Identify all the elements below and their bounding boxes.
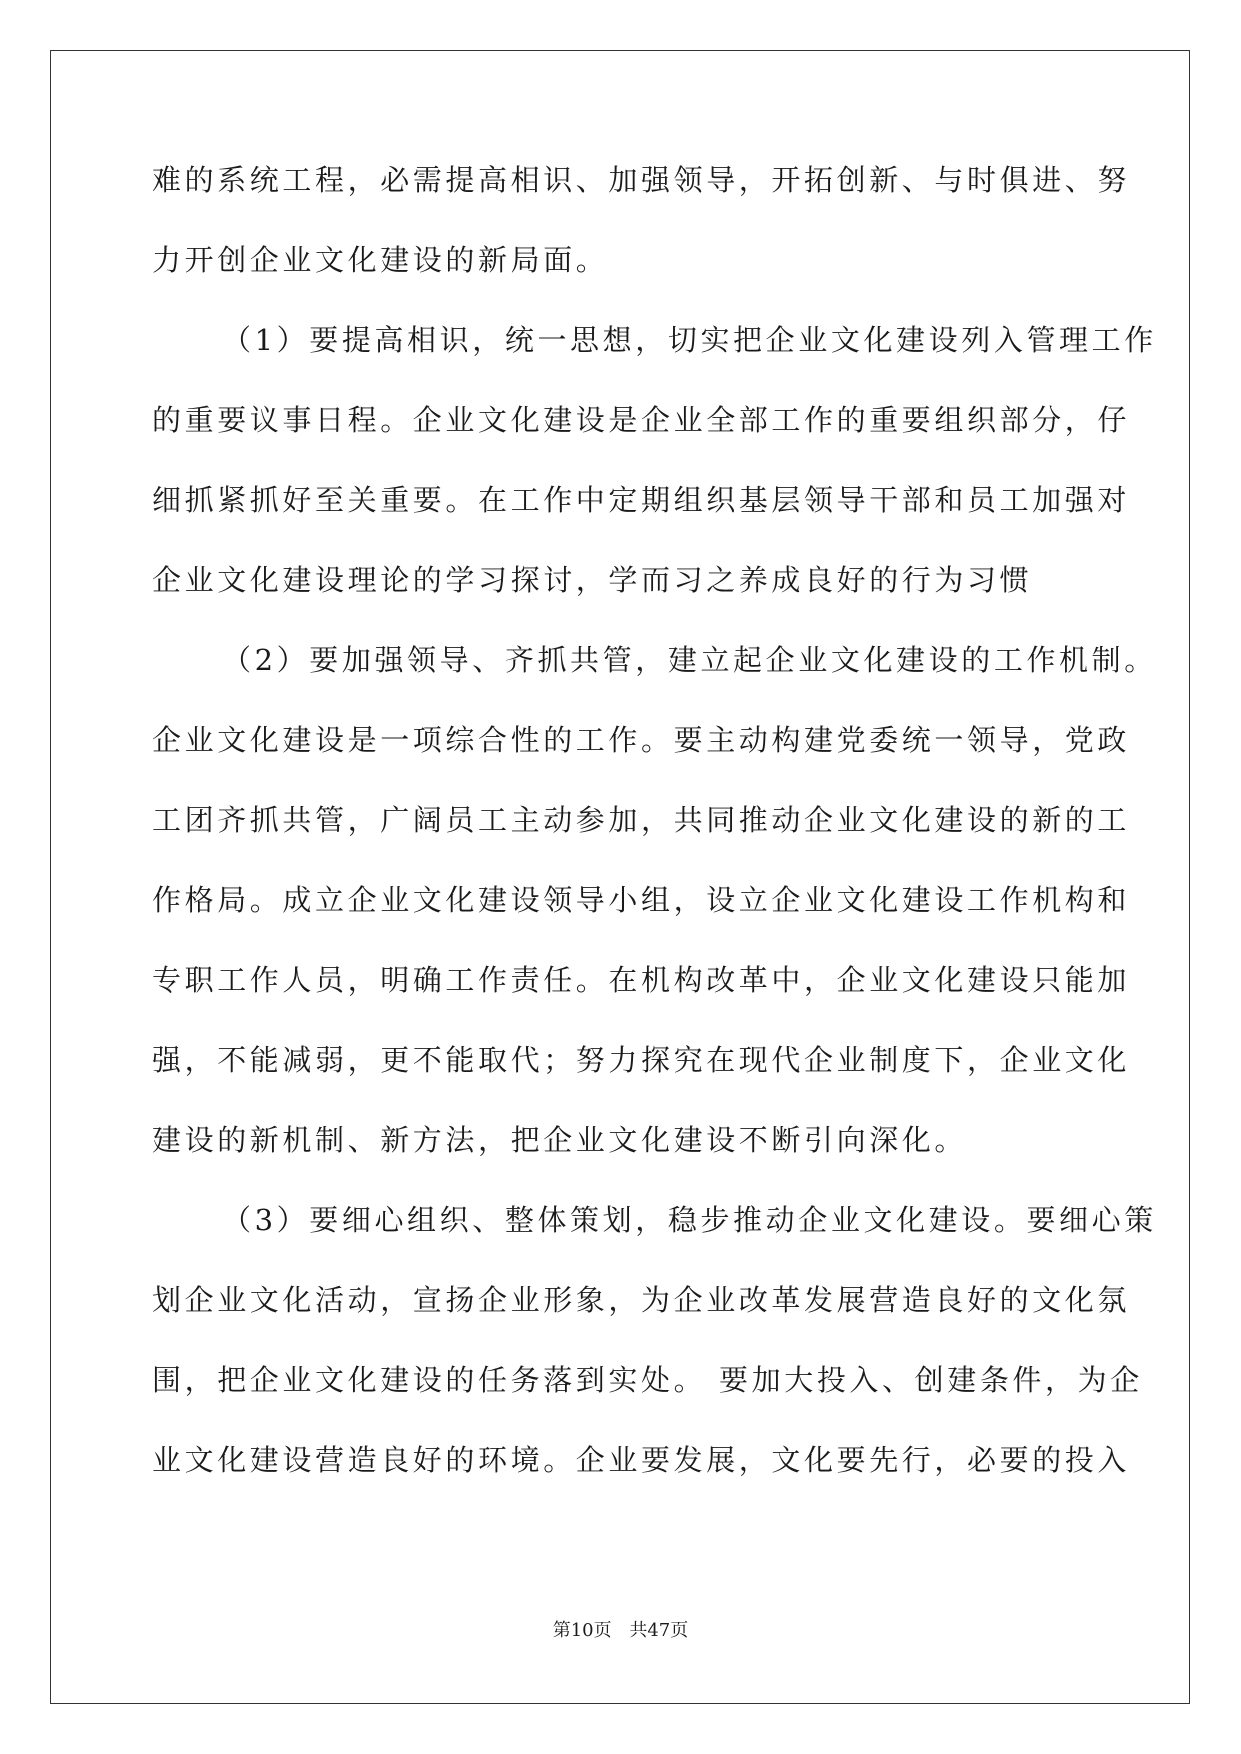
text-line: 作格局。成立企业文化建设领导小组，设立企业文化建设工作机构和 (152, 883, 1131, 917)
text-line: 建设的新机制、新方法，把企业文化建设不断引向深化。 (152, 1123, 968, 1157)
text-line: 工团齐抓共管，广阔员工主动参加，共同推动企业文化建设的新的工 (152, 803, 1131, 837)
text-line: 企业文化建设理论的学习探讨，学而习之养成良好的行为习惯 (152, 563, 1033, 597)
total-page-count: 共47页 (629, 1620, 689, 1641)
text-line: 业文化建设营造良好的环境。企业要发展，文化要先行，必要的投入 (152, 1443, 1131, 1477)
text-line: 专职工作人员，明确工作责任。在机构改革中，企业文化建设只能加 (152, 963, 1131, 997)
text-line: 的重要议事日程。企业文化建设是企业全部工作的重要组织部分，仔 (152, 403, 1131, 437)
text-line: （1）要提高相识，统一思想，切实把企业文化建设列入管理工作 (222, 323, 1157, 357)
page-footer (0, 1620, 1241, 1642)
text-line: 难的系统工程，必需提高相识、加强领导，开拓创新、与时俱进、努 (152, 163, 1131, 197)
text-line: 强，不能减弱，更不能取代；努力探究在现代企业制度下，企业文化 (152, 1043, 1131, 1077)
text-line: 企业文化建设是一项综合性的工作。要主动构建党委统一领导，党政 (152, 723, 1131, 757)
text-line: （2）要加强领导、齐抓共管，建立起企业文化建设的工作机制。 (222, 643, 1157, 677)
current-page-number: 第10页 (552, 1620, 612, 1641)
text-line: 围，把企业文化建设的任务落到实处。 要加大投入、创建条件，为企 (152, 1363, 1143, 1397)
text-line: 细抓紧抓好至关重要。在工作中定期组织基层领导干部和员工加强对 (152, 483, 1131, 517)
text-line: 力开创企业文化建设的新局面。 (152, 243, 609, 277)
text-line: 划企业文化活动，宣扬企业形象，为企业改革发展营造良好的文化氛 (152, 1283, 1131, 1317)
document-body (152, 160, 1157, 1520)
text-line: （3）要细心组织、整体策划，稳步推动企业文化建设。要细心策 (222, 1203, 1157, 1237)
